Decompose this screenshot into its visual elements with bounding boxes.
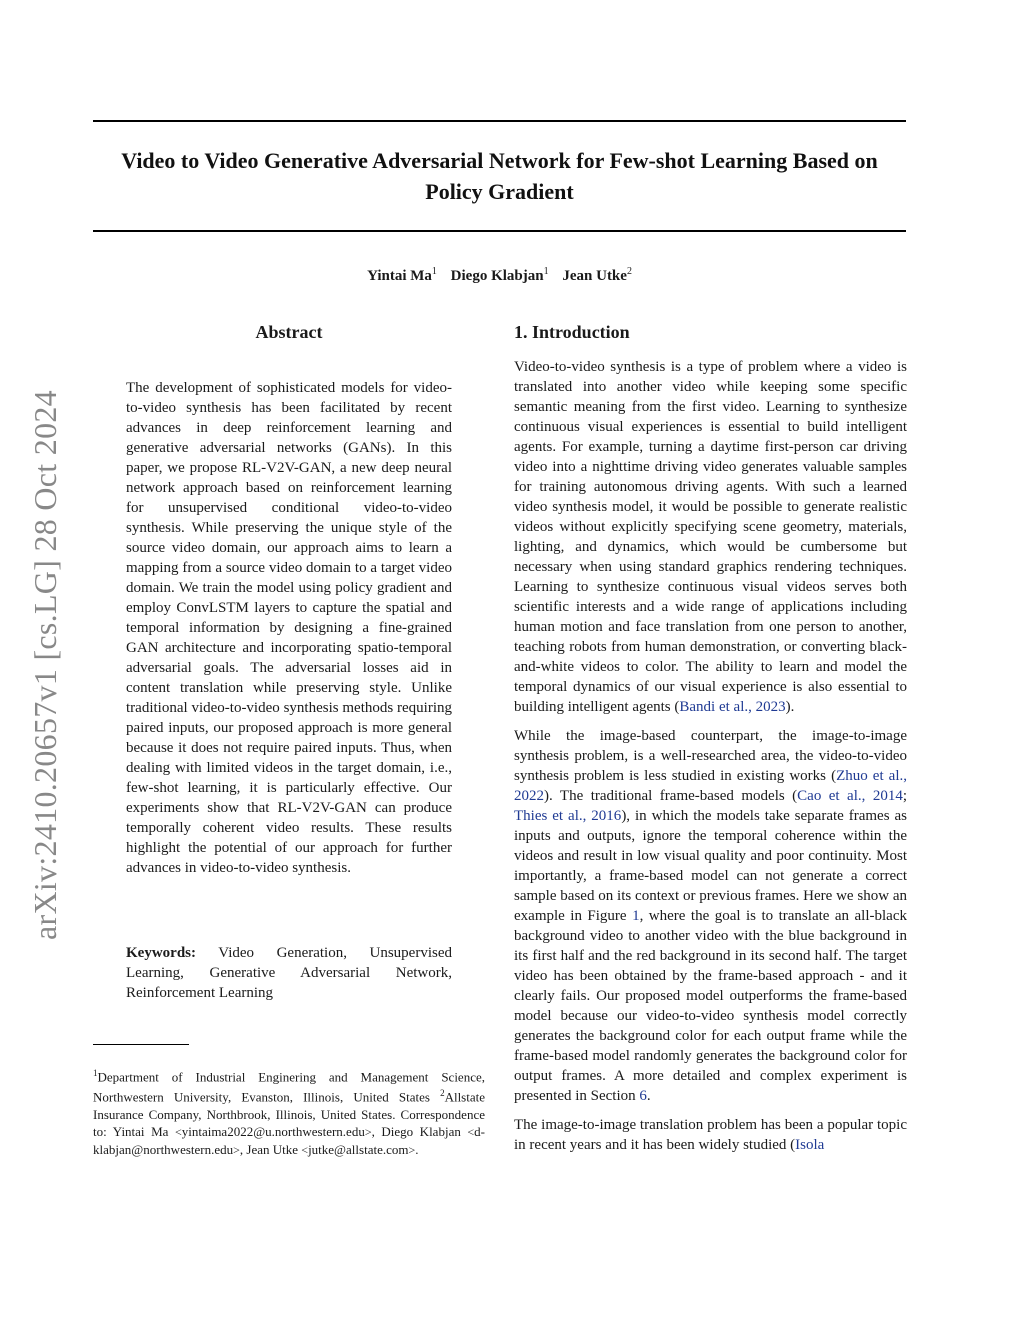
keywords xyxy=(126,943,452,1003)
figure-ref-1[interactable]: 1 xyxy=(632,908,640,924)
author-3: Jean Utke$^2$ xyxy=(562,266,632,284)
author-2: Diego Klabjan$^1$ xyxy=(450,266,549,284)
arxiv-watermark: arXiv:2410.20657v1 [cs.LG] 28 Oct 2024 xyxy=(27,390,63,940)
email-diego[interactable]: d-klabjan@northwestern.edu xyxy=(93,1123,485,1157)
intro-paragraph-3: The image-to-image translation problem has been a popular topic in recent years and it has been widely studied (Isola xyxy=(514,1117,907,1153)
paper-title: Video to Video Generative Adversarial Network for Few-shot Learning Based on Policy Gradient xyxy=(121,148,878,204)
citation-thies[interactable]: Thies et al., 2016 xyxy=(514,808,622,824)
keywords-text: Video Generation, Unsupervised Learning, Generative Adversarial Network, Reinforcement Learning xyxy=(126,945,452,1001)
author-list xyxy=(93,266,906,285)
abstract-heading: Abstract xyxy=(255,322,323,342)
title-top-rule xyxy=(93,120,906,122)
intro-paragraph-1: Video-to-video synthesis is a type of problem where a video is translated into another video while keeping some specific semantic meaning from the first video. Learning to synthesize continuous visual experiences is essential to build intelligent agents. For example, turning a daytime first-person car driving video into a nighttime driving video generates valuable samples for training autonomous driving agents. With such a learned video synthesis model, it would be possible to generate realistic videos without explicitly specifying scene geometry, materials, lighting, and dynamics, which would be cumbersome but necessary when using standard graphics rendering techniques. Learning to synthesize continuous visual videos serves both scientific interests and a wide range of applications including human motion and face translation from one person to another, teaching robots from human demonstration, or converting black-and-white videos to color. The ability to learn and model the temporal dynamics of our visual experience is also essential to building intelligent agents (Bandi et al., 2023). xyxy=(514,359,907,715)
keywords-label: Keywords: xyxy=(126,945,196,961)
abstract-text: The development of sophisticated models for video-to-video synthesis has been facilitated by recent advances in deep reinforcement learning and generative adversarial networks (GANs). In this paper, we propose RL-V2V-GAN, a new deep neural network approach based on reinforcement learning for unsupervised conditional video-to-video synthesis. While preserving the unique style of the source video domain, our approach aims to learn a mapping from a source video domain to a target video domain. We train the model using policy gradient and employ ConvLSTM layers to capture the spatial and temporal information by designing a fine-grained GAN architecture and incorporating spatio-temporal adversarial goals. The adversarial losses aid in content translation while preserving style. Unlike traditional video-to-video synthesis methods requiring paired inputs, our proposed approach is more general because it does not require paired inputs. Thus, when dealing with limited videos in the target domain, i.e., few-shot learning, it is particularly effective. Our experiments show that RL-V2V-GAN can produce temporally coherent video results. These results highlight the potential of our approach for further advances in video-to-video synthesis. xyxy=(126,380,452,876)
citation-cao[interactable]: Cao et al., 2014 xyxy=(797,788,903,804)
citation-bandi[interactable]: Bandi et al., 2023 xyxy=(679,699,786,715)
citation-isola[interactable]: Isola xyxy=(795,1137,825,1153)
footnote-rule xyxy=(93,1044,189,1045)
footnote: $^1$Department of Industrial Enginering and Management Science, Northwestern University, Evanston, Illinois, United States $^2$Allstate Insurance Company, Northbrook, Illinois, United States. Correspondence to: Yintai Ma <yintaima2022@u.northwestern.edu>, Diego Klabjan <d-klabjan@northwestern.edu>, Jean Utke <jutke@allstate.com>. xyxy=(93,1068,485,1157)
email-jean[interactable]: jutke@allstate.com xyxy=(308,1141,409,1157)
citation-zhuo[interactable]: Zhuo et al., 2022 xyxy=(514,768,907,804)
section-ref-6[interactable]: 6 xyxy=(639,1088,647,1104)
author-1: Yintai Ma$^1$ xyxy=(367,266,437,284)
introduction-body xyxy=(514,357,907,1164)
email-yintai[interactable]: yintaima2022@u.northwestern.edu xyxy=(181,1123,365,1139)
introduction-heading: 1. Introduction xyxy=(514,322,630,342)
intro-paragraph-2: While the image-based counterpart, the image-to-image synthesis problem, is a well-researched area, the video-to-video synthesis problem is less studied in existing works (Zhuo et al., 2022). The traditional frame-based models (Cao et al., 2014; Thies et al., 2016), in which the models take separate frames as inputs and outputs, ignore the temporal coherence within the videos and result in low visual quality and poor continuity. Most importantly, a frame-based model can not generate a correct sample based on its context or previous frames. Here we show an example in Figure 1, where the goal is to translate an all-black background video to another video with the blue background in its first half and the red background in its second half. The target video has been obtained by the frame-based approach - and it clearly fails. Our proposed model outperforms the frame-based model because our video-to-video synthesis model correctly generates the background color for each output frame while the frame-based model randomly generates the background color for output frames. A more detailed and complex experiment is presented in Section 6. xyxy=(514,728,907,1104)
title-bottom-rule xyxy=(93,230,906,232)
